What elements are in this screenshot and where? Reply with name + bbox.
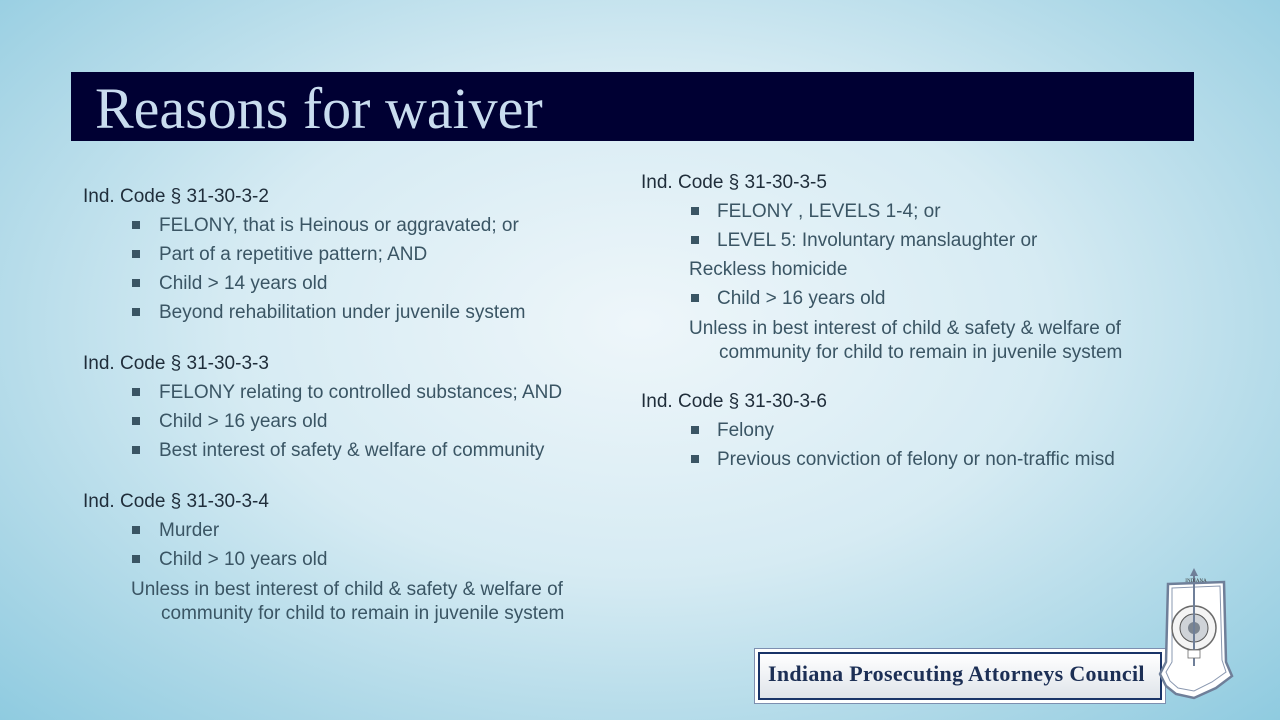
bullet-item: FELONY, that is Heinous or aggravated; or [83,211,643,240]
bullet-item: Felony [641,416,1211,445]
bullet-item: Child > 14 years old [83,269,643,298]
code-group [83,487,643,626]
square-bullet-icon [132,221,140,229]
code-heading: Ind. Code § 31-30-3-4 [83,491,269,512]
square-bullet-icon [132,526,140,534]
square-bullet-icon [132,279,140,287]
title-bar [71,72,1194,141]
code-heading: Ind. Code § 31-30-3-6 [641,391,827,412]
indiana-seal-icon [1146,566,1246,706]
bullet-item: Beyond rehabilitation under juvenile system [83,298,643,327]
square-bullet-icon [691,455,699,463]
square-bullet-icon [132,388,140,396]
code-heading: Ind. Code § 31-30-3-5 [641,172,827,193]
bullet-item: Murder [83,516,643,545]
bullet-item: Child > 16 years old [641,284,1211,313]
bullet-item: FELONY , LEVELS 1-4; or [641,197,1211,226]
square-bullet-icon [132,446,140,454]
continuation-line: Reckless homicide [689,259,848,280]
code-group [641,168,1211,365]
code-group [641,387,1211,474]
logo-banner-text: Indiana Prosecuting Attorneys Council [768,661,1145,686]
square-bullet-icon [132,555,140,563]
left-column [83,182,643,648]
bullet-item: FELONY relating to controlled substances; AND [83,378,643,407]
square-bullet-icon [691,207,699,215]
bullet-item: Child > 10 years old [83,545,643,574]
code-heading: Ind. Code § 31-30-3-3 [83,353,269,374]
bullet-item: Previous conviction of felony or non-traffic misd [641,445,1211,474]
logo-banner [758,652,1162,700]
square-bullet-icon [132,250,140,258]
square-bullet-icon [691,236,699,244]
right-column [641,168,1211,496]
bullet-item: Part of a repetitive pattern; AND [83,240,643,269]
code-group [83,182,643,327]
bullet-item: Child > 16 years old [83,407,643,436]
square-bullet-icon [132,417,140,425]
exception-note: Unless in best interest of child & safety & welfare of community for child to remain in juvenile system [689,318,1123,363]
bullet-item: Best interest of safety & welfare of community [83,436,643,465]
exception-note: Unless in best interest of child & safety & welfare of community for child to remain in juvenile system [131,579,565,624]
svg-text:INDIANA: INDIANA [1185,579,1207,584]
bullet-item: LEVEL 5: Involuntary manslaughter or [641,226,1211,255]
code-heading: Ind. Code § 31-30-3-2 [83,186,269,207]
square-bullet-icon [691,294,699,302]
code-group [83,349,643,465]
council-logo [752,566,1252,716]
slide-title: Reasons for waiver [95,76,543,141]
square-bullet-icon [691,426,699,434]
square-bullet-icon [132,308,140,316]
